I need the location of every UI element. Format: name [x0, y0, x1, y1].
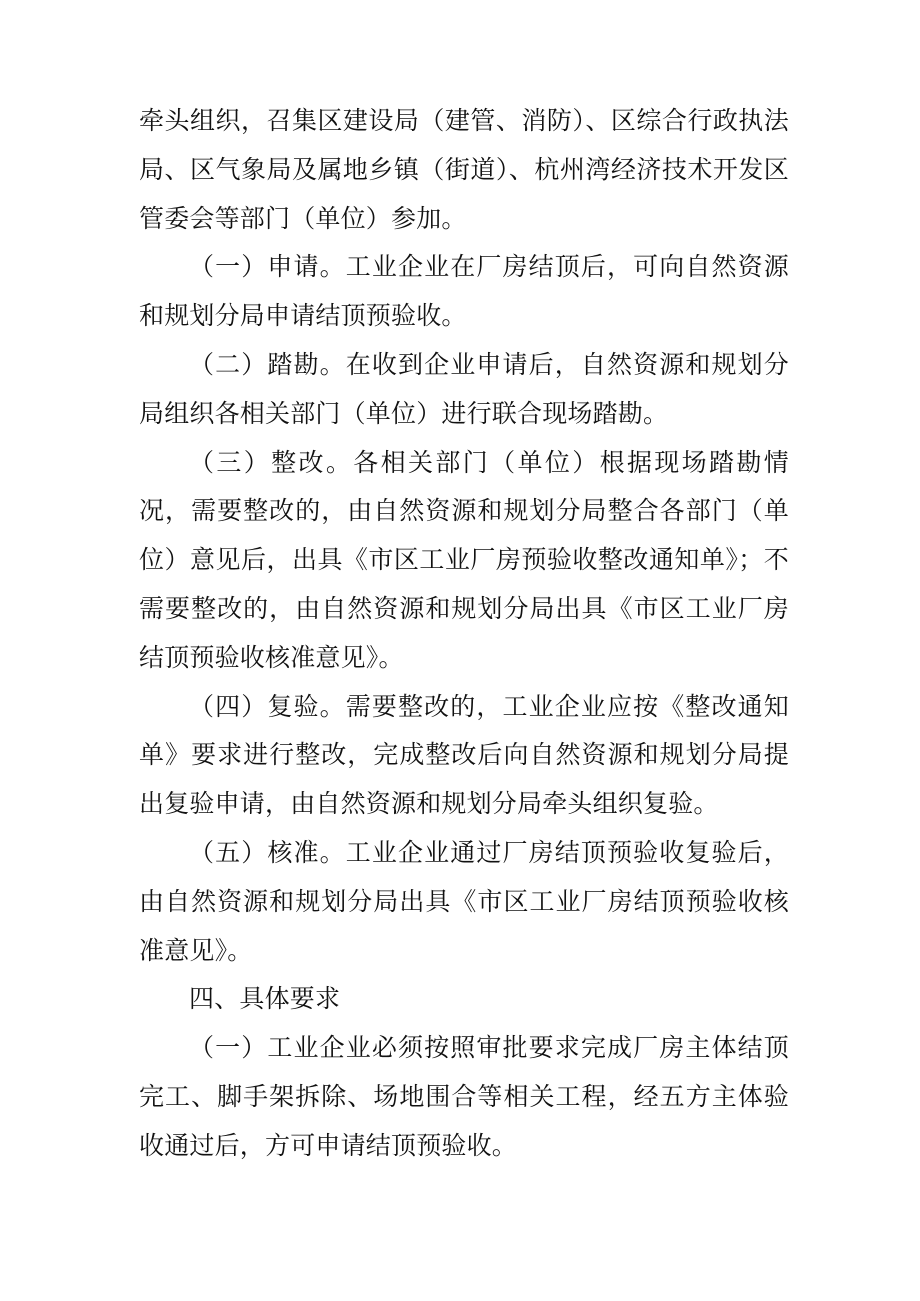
- paragraph-application: （一）申请。工业企业在厂房结顶后，可向自然资源和规划分局申请结顶预验收。: [139, 252, 789, 331]
- paragraph-reinspection: （四）复验。需要整改的，工业企业应按《整改通知单》要求进行整改，完成整改后向自然资源和规划分局提出复验申请，由自然资源和规划分局牵头组织复验。: [139, 691, 789, 819]
- document-body: [139, 97, 789, 1171]
- paragraph-site-survey: （二）踏勘。在收到企业申请后，自然资源和规划分局组织各相关部门（单位）进行联合现场踏勘。: [139, 349, 789, 428]
- paragraph-requirement-1: （一）工业企业必须按照审批要求完成厂房主体结顶完工、脚手架拆除、场地围合等相关工程，经五方主体验收通过后，方可申请结顶预验收。: [139, 1033, 789, 1160]
- paragraph-rectification: （三）整改。各相关部门（单位）根据现场踏勘情况，需要整改的，由自然资源和规划分局整合各部门（单位）意见后，出具《市区工业厂房预验收整改通知单》；不需要整改的，由自然资源和规划分局出具《市区工业厂房结顶预验收核准意见》。: [139, 447, 789, 672]
- section-heading: 四、具体要求: [189, 984, 341, 1014]
- paragraph-approval: （五）核准。工业企业通过厂房结顶预验收复验后，由自然资源和规划分局出具《市区工业厂房结顶预验收核准意见》。: [139, 837, 789, 965]
- paragraph-continuation: 牵头组织，召集区建设局（建管、消防）、区综合行政执法局、区气象局及属地乡镇（街道）、杭州湾经济技术开发区管委会等部门（单位）参加。: [139, 106, 789, 233]
